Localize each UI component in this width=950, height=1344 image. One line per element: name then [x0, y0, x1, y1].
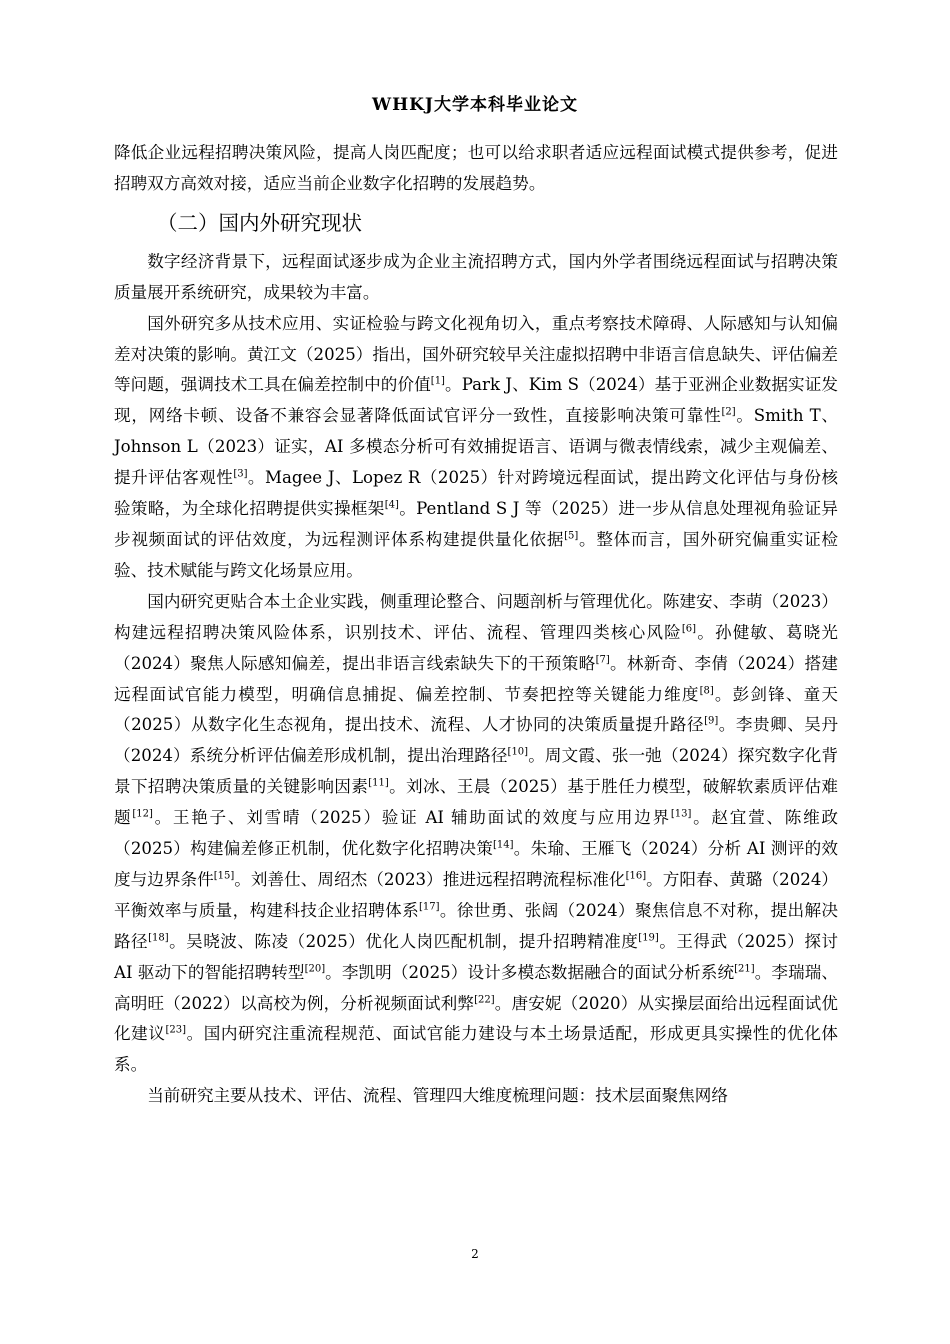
- continued-paragraph: 降低企业远程招聘决策风险，提高人岗匹配度；也可以给求职者适应远程面试模式提供参考，促进招聘双方高效对接，适应当前企业数字化招聘的发展趋势。: [114, 143, 838, 193]
- paragraph-text: 。国内研究注重流程规范、面试官能力建设与本土场景适配，形成更具实操性的优化体系。: [114, 1024, 839, 1075]
- paragraph-list: [114, 247, 838, 1112]
- paragraph-text: 。王艳子、刘雪晴（2025）验证 AI 辅助面试的效度与应用边界: [152, 808, 671, 828]
- citation-marker: [20]: [304, 963, 326, 975]
- citation-marker: [5]: [564, 530, 579, 542]
- page-number: 2: [471, 1247, 479, 1261]
- paragraph-text: 。李贵卿、吴丹（2024）系统分析评估偏差形成机制，提出治理路径: [114, 715, 838, 766]
- body-paragraph: [114, 247, 838, 309]
- citation-marker: [9]: [704, 715, 719, 727]
- paragraph-text: 。彭剑锋、童天（2025）从数字化生态视角，提出技术、流程、人才协同的决策质量提升路径: [114, 684, 839, 735]
- paragraph-text: 。王得武（2025）探讨 AI 驱动下的智能招聘转型: [114, 931, 838, 982]
- paragraph-text: 。朱瑜、王雁飞（2024）分析 AI 测评的效度与边界条件: [114, 839, 838, 889]
- citation-marker: [19]: [638, 932, 659, 944]
- paragraph-text: 。刘冰、王晨（2025）基于胜任力模型，破解软素质评估难题: [114, 777, 838, 828]
- paragraph-text: 。Park J、Kim S（2024）基于亚洲企业数据实证发现，网络卡顿、设备不兼容会显著降低面试官评分一致性，直接影响决策可靠性: [114, 375, 838, 426]
- citation-marker: [18]: [148, 932, 169, 944]
- body-paragraph: [114, 587, 838, 1082]
- paragraph-text: 。刘善仕、周绍杰（2023）推进远程招聘流程标准化: [234, 869, 626, 889]
- paragraph-text: 数字经济背景下，远程面试逐步成为企业主流招聘方式，国内外学者围绕远程面试与招聘决策质量展开系统研究，成果较为丰富。: [114, 251, 838, 302]
- citation-marker: [1]: [430, 375, 445, 387]
- paragraph-text: 。李瑞瑞、高明旺（2022）以高校为例，分析视频面试利弊: [114, 962, 839, 1013]
- citation-marker: [8]: [699, 684, 714, 696]
- paragraph-text: 。吴晓波、陈凌（2025）优化人岗匹配机制，提升招聘精准度: [168, 931, 639, 951]
- paragraph-text: 。赵宜萱、陈维政（2025）构建偏差修正机制，优化数字化招聘决策: [114, 808, 838, 859]
- citation-marker: [10]: [507, 746, 529, 758]
- paragraph-text: 。徐世勇、张阔（2024）聚焦信息不对称，提出解决路径: [114, 900, 839, 951]
- paragraph-text: 。周文霞、张一弛（2024）探究数字化背景下招聘决策质量的关键影响因素: [114, 746, 839, 797]
- paragraph-text: 国内研究更贴合本土企业实践，侧重理论整合、问题剖析与管理优化。陈建安、李萌（2023）构建远程招聘决策风险体系，识别技术、评估、流程、管理四类核心风险: [114, 591, 838, 642]
- paragraph-text: 当前研究主要从技术、评估、流程、管理四大维度梳理问题：技术层面聚焦网络: [147, 1086, 728, 1106]
- citation-marker: [14]: [493, 839, 514, 851]
- citation-marker: [12]: [132, 808, 153, 820]
- paragraph-text: 。孙健敏、葛晓光（2024）聚焦人际感知偏差，提出非语言线索缺失下的干预策略: [114, 622, 839, 673]
- citation-marker: [23]: [165, 1024, 187, 1036]
- citation-marker: [11]: [368, 777, 389, 789]
- paragraph-text: 。李凯明（2025）设计多模态数据融合的面试分析系统: [325, 962, 735, 982]
- page-header-title: WHKJ大学本科毕业论文: [372, 95, 578, 115]
- document-body: [114, 138, 838, 1112]
- section-heading: （二）国内外研究现状: [157, 210, 363, 235]
- paragraph-text: 。整体而言，国外研究偏重实证检验、技术赋能与跨文化场景应用。: [114, 529, 839, 580]
- paragraph-text: 。Pentland S J 等（2025）进一步从信息处理视角验证异步视频面试的评估效度，为远程测评体系构建提供量化依据: [114, 499, 838, 549]
- paragraph-text: 。Smith T、Johnson L（2023）证实，AI 多模态分析可有效捕捉语言、语调与微表情线索，减少主观偏差、提升评估客观性: [114, 406, 839, 488]
- citation-marker: [6]: [681, 623, 697, 635]
- body-paragraph: [114, 309, 838, 587]
- paragraph-text: 。林新奇、李倩（2024）搭建远程面试官能力模型，明确信息捕捉、偏差控制、节奏把控等关键能力维度: [114, 653, 838, 704]
- citation-marker: [3]: [233, 468, 248, 480]
- citation-marker: [7]: [595, 654, 610, 666]
- body-paragraph: [114, 1081, 838, 1112]
- citation-marker: [4]: [384, 499, 399, 511]
- citation-marker: [13]: [670, 808, 692, 820]
- paragraph-text: 国外研究多从技术应用、实证检验与跨文化视角切入，重点考察技术障碍、人际感知与认知偏差对决策的影响。黄江文（2025）指出，国外研究较早关注虚拟招聘中非语言信息缺失、评估偏差等问题，强调技术工具在偏差控制中的价值: [114, 313, 838, 395]
- citation-marker: [16]: [625, 870, 647, 882]
- citation-marker: [2]: [721, 406, 736, 418]
- citation-marker: [17]: [419, 901, 440, 913]
- citation-marker: [21]: [734, 963, 755, 975]
- paragraph-text: 。Magee J、Lopez R（2025）针对跨境远程面试，提出跨文化评估与身份核验策略，为全球化招聘提供实操框架: [114, 468, 839, 519]
- paragraph-text: 。唐安妮（2020）从实操层面给出远程面试优化建议: [114, 993, 838, 1044]
- citation-marker: [22]: [474, 994, 495, 1006]
- paragraph-text: 。方阳春、黄璐（2024）平衡效率与质量，构建科技企业招聘体系: [114, 869, 838, 920]
- citation-marker: [15]: [213, 870, 235, 882]
